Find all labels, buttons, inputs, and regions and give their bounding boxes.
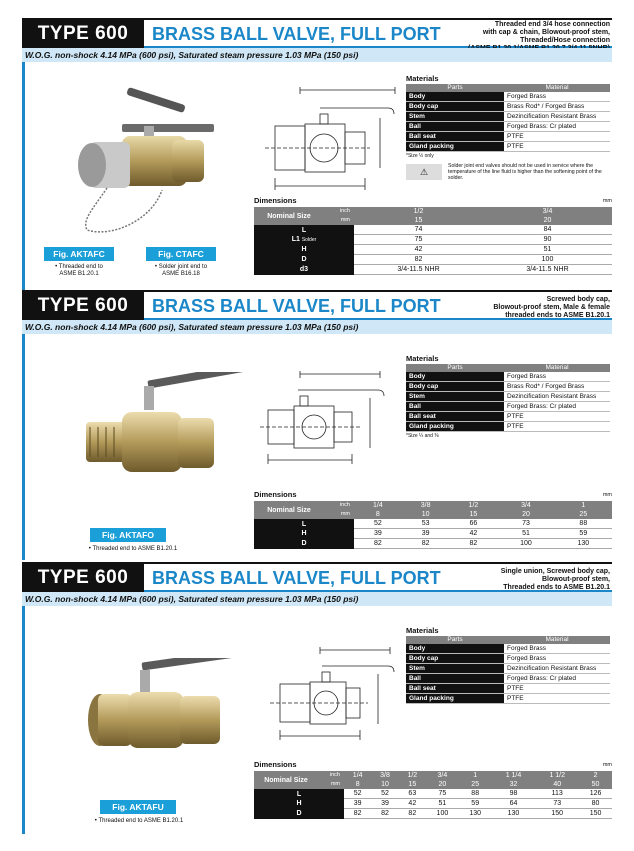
dimensions-table	[254, 760, 612, 819]
table-row	[254, 539, 612, 549]
table-cell: 1/2	[354, 207, 483, 216]
table-cell: Brass Rod* / Forged Brass	[504, 102, 610, 112]
table-cell: Body	[406, 92, 504, 102]
table-cell: 50	[579, 780, 612, 789]
table-cell: PTFE	[504, 412, 610, 422]
table-row	[406, 412, 610, 422]
section-aktafc	[22, 18, 612, 290]
table-row	[406, 644, 610, 654]
dimensions-table	[254, 196, 612, 275]
table-cell: Gland packing	[406, 142, 504, 152]
table-row	[254, 225, 612, 235]
table-cell: Threaded ends to ASME B1.20.1	[503, 584, 610, 591]
table-cell: PTFE	[504, 422, 610, 432]
table-cell: Forged Brass: Cr plated	[504, 122, 610, 132]
table-cell: H	[254, 529, 354, 539]
accent-bar	[22, 62, 25, 290]
table-cell: Ball	[406, 402, 504, 412]
table-cell: 52	[354, 519, 402, 529]
table-cell: 63	[399, 789, 426, 799]
pressure-rating: W.O.G. non-shock 4.14 MPa (600 psi), Saturated steam pressure 1.03 MPa (150 psi)	[22, 320, 612, 334]
table-cell: Dezincification Resistant Brass	[504, 112, 610, 122]
table-cell: mm	[324, 216, 354, 225]
table-cell: 3/8	[402, 501, 450, 510]
table-cell: 66	[450, 519, 498, 529]
table-row	[254, 519, 612, 529]
accent-bar	[22, 334, 25, 560]
table-cell: 113	[535, 789, 579, 799]
table-cell: Nominal Size	[254, 771, 318, 789]
table-cell: with cap & chain, Blowout-proof stem,	[482, 29, 610, 36]
table-cell: Ball seat	[406, 684, 504, 694]
product-title: BRASS BALL VALVE, FULL PORT	[152, 296, 441, 316]
table-row	[406, 382, 610, 392]
table-cell: Brass Rod* / Forged Brass	[504, 382, 610, 392]
fig-note-aktafc	[42, 264, 116, 278]
table-cell: Dezincification Resistant Brass	[504, 664, 610, 674]
table-cell: mm	[324, 510, 354, 519]
fig-label-aktafo: Fig. AKTAFO	[90, 528, 166, 542]
table-cell: inch	[318, 771, 344, 780]
dimensions-label: Dimensions	[254, 760, 297, 769]
table-cell: Forged Brass: Cr plated	[504, 402, 610, 412]
table-cell: 84	[483, 225, 612, 235]
table-cell: Ball	[406, 122, 504, 132]
fig-label-aktafu: Fig. AKTAFU	[100, 800, 176, 814]
table-cell: PTFE	[504, 132, 610, 142]
table-row	[406, 674, 610, 684]
section-aktafu	[22, 562, 612, 834]
table-cell: threaded ends to ASME B1.20.1	[505, 312, 610, 319]
table-cell: 15	[354, 216, 483, 225]
table-cell: d3	[254, 265, 354, 275]
product-description	[493, 296, 610, 320]
table-cell: Blowout-proof stem, Male & female	[493, 304, 610, 311]
mm-unit: mm	[602, 492, 612, 498]
table-cell: 73	[535, 799, 579, 809]
table-cell: Material	[504, 636, 610, 644]
table-row	[254, 799, 612, 809]
technical-drawing	[260, 368, 405, 468]
table-cell: Nominal Size	[254, 501, 324, 519]
table-cell: 100	[497, 539, 554, 549]
table-cell: 1/2	[399, 771, 426, 780]
table-cell: Material	[504, 364, 610, 372]
fig-note-ctafc	[144, 264, 218, 278]
table-cell: 42	[450, 529, 498, 539]
table-cell: Dezincification Resistant Brass	[504, 392, 610, 402]
section-header	[22, 18, 612, 48]
table-cell: 150	[535, 809, 579, 819]
mm-unit: mm	[602, 762, 612, 768]
pressure-rating: W.O.G. non-shock 4.14 MPa (600 psi), Saturated steam pressure 1.03 MPa (150 psi)	[22, 48, 612, 62]
table-cell: Body cap	[406, 654, 504, 664]
table-cell: 88	[555, 519, 612, 529]
valve-photo-aktafo	[72, 372, 252, 482]
table-cell: Body	[406, 372, 504, 382]
table-cell: 10	[371, 780, 398, 789]
table-cell: 39	[371, 799, 398, 809]
table-cell: 53	[402, 519, 450, 529]
table-cell: 1/4	[344, 771, 371, 780]
table-cell: Forged Brass	[504, 644, 610, 654]
table-cell: 75	[354, 235, 483, 245]
table-cell: 82	[399, 809, 426, 819]
table-cell: 2	[579, 771, 612, 780]
table-row	[406, 392, 610, 402]
table-cell: Ball seat	[406, 412, 504, 422]
mm-unit: mm	[602, 198, 612, 204]
table-cell: mm	[318, 780, 344, 789]
table-cell: 20	[426, 780, 459, 789]
materials-label: Materials	[406, 354, 439, 363]
table-cell: 39	[402, 529, 450, 539]
table-cell: 15	[450, 510, 498, 519]
table-row	[254, 809, 612, 819]
table-cell: Stem	[406, 112, 504, 122]
table-cell: Single union, Screwed body cap,	[500, 568, 610, 575]
table-cell: L	[254, 225, 354, 235]
table-cell: 75	[426, 789, 459, 799]
table-cell: 130	[459, 809, 492, 819]
size-note: *Size ½ only	[406, 153, 434, 159]
table-cell: 130	[492, 809, 536, 819]
table-cell: 3/4	[497, 501, 554, 510]
table-cell: 98	[492, 789, 536, 799]
table-cell: 88	[459, 789, 492, 799]
table-cell: Stem	[406, 664, 504, 674]
table-row	[406, 112, 610, 122]
table-cell: 82	[371, 809, 398, 819]
table-row	[406, 402, 610, 412]
table-cell: 82	[354, 539, 402, 549]
table-row	[254, 789, 612, 799]
valve-photo-aktafc	[52, 70, 232, 240]
table-cell: Threaded/Hose connection	[520, 37, 610, 44]
fig-note-aktafu: • Threaded end to ASME B1.20.1	[94, 818, 184, 824]
table-cell: 32	[492, 780, 536, 789]
table-cell: 1/2	[450, 501, 498, 510]
table-cell: 1	[555, 501, 612, 510]
fig-label-ctafc: Fig. CTAFC	[146, 247, 216, 261]
table-cell: D	[254, 539, 354, 549]
table-cell: 52	[371, 789, 398, 799]
table-cell: Solder	[301, 236, 317, 243]
materials-table	[406, 354, 612, 439]
table-cell: inch	[324, 207, 354, 216]
table-cell: Parts	[406, 364, 504, 372]
table-cell: • Solder joint end to	[154, 264, 208, 270]
table-cell: Threaded end 3/4 hose connection	[494, 21, 610, 28]
table-cell: 42	[399, 799, 426, 809]
dimensions-label: Dimensions	[254, 196, 297, 205]
table-cell: Body cap	[406, 382, 504, 392]
table-cell: 15	[399, 780, 426, 789]
warning-icon: ⚠	[406, 164, 442, 180]
fig-label-aktafc: Fig. AKTAFC	[44, 247, 114, 261]
table-row	[406, 664, 610, 674]
table-cell: L1	[291, 235, 300, 243]
type-label: TYPE 600	[22, 564, 144, 592]
warning-box	[406, 163, 612, 181]
table-cell: 59	[459, 799, 492, 809]
table-row	[254, 245, 612, 255]
table-cell: ASME B16.18	[162, 271, 200, 277]
table-cell: Ball seat	[406, 132, 504, 142]
table-cell: H	[254, 799, 344, 809]
table-cell: Forged Brass	[504, 654, 610, 664]
table-cell: • Threaded end to	[55, 264, 103, 270]
table-cell: 42	[354, 245, 483, 255]
table-row	[406, 122, 610, 132]
table-cell: 20	[497, 510, 554, 519]
table-cell: Parts	[406, 84, 504, 92]
table-cell: Stem	[406, 392, 504, 402]
pressure-rating: W.O.G. non-shock 4.14 MPa (600 psi), Saturated steam pressure 1.03 MPa (150 psi)	[22, 592, 612, 606]
table-cell: 3/4-11.5 NHR	[483, 265, 612, 275]
table-cell: Body	[406, 644, 504, 654]
table-cell: 51	[483, 245, 612, 255]
table-cell: 51	[497, 529, 554, 539]
table-cell: D	[254, 255, 354, 265]
table-row	[406, 102, 610, 112]
fig-note-aktafo: • Threaded end to ASME B1.20.1	[88, 546, 178, 552]
materials-label: Materials	[406, 626, 439, 635]
table-cell: 39	[354, 529, 402, 539]
materials-table	[406, 74, 612, 181]
table-cell: 51	[426, 799, 459, 809]
table-cell: 1 1/4	[492, 771, 536, 780]
table-cell: 20	[483, 216, 612, 225]
table-cell: L	[254, 519, 354, 529]
table-cell: 10	[402, 510, 450, 519]
table-cell: 100	[426, 809, 459, 819]
table-cell: 40	[535, 780, 579, 789]
table-cell: PTFE	[504, 684, 610, 694]
table-cell: 150	[579, 809, 612, 819]
table-cell: 25	[555, 510, 612, 519]
table-cell: 1 1/2	[535, 771, 579, 780]
warning-text: Solder joint end valves should not be used in service where the temperature of the line fluid is higher than the softening point of the solder.	[448, 163, 602, 181]
table-cell: 82	[354, 255, 483, 265]
table-cell: 8	[344, 780, 371, 789]
table-row	[406, 372, 610, 382]
table-row	[406, 422, 610, 432]
product-title: BRASS BALL VALVE, FULL PORT	[152, 568, 441, 588]
table-cell: 82	[450, 539, 498, 549]
section-aktafo	[22, 290, 612, 560]
product-title: BRASS BALL VALVE, FULL PORT	[152, 24, 441, 44]
table-row	[406, 694, 610, 704]
table-cell: 100	[483, 255, 612, 265]
table-cell: 130	[555, 539, 612, 549]
table-row	[254, 255, 612, 265]
table-cell: 39	[344, 799, 371, 809]
table-cell: D	[254, 809, 344, 819]
table-cell: 74	[354, 225, 483, 235]
table-cell: 90	[483, 235, 612, 245]
table-cell: Nominal Size	[254, 207, 324, 225]
materials-label: Materials	[406, 74, 439, 83]
table-cell: 126	[579, 789, 612, 799]
table-cell: L	[254, 789, 344, 799]
table-cell: Material	[504, 84, 610, 92]
table-row	[254, 235, 612, 245]
accent-bar	[22, 606, 25, 834]
section-header	[22, 562, 612, 592]
table-cell: Gland packing	[406, 422, 504, 432]
table-cell: inch	[324, 501, 354, 510]
table-row	[406, 142, 610, 152]
table-cell: ASME B1.20.1	[59, 271, 99, 277]
dimensions-table	[254, 490, 612, 549]
table-cell: Forged Brass	[504, 372, 610, 382]
materials-table	[406, 626, 612, 704]
table-cell: 73	[497, 519, 554, 529]
table-cell: PTFE	[504, 142, 610, 152]
type-label: TYPE 600	[22, 292, 144, 320]
table-cell: 82	[402, 539, 450, 549]
dimensions-label: Dimensions	[254, 490, 297, 499]
table-cell: 59	[555, 529, 612, 539]
technical-drawing	[260, 78, 405, 198]
table-cell: 64	[492, 799, 536, 809]
type-label: TYPE 600	[22, 20, 144, 48]
valve-photo-aktafu	[82, 658, 262, 768]
table-row	[406, 92, 610, 102]
table-cell: 1	[459, 771, 492, 780]
table-cell: Screwed body cap,	[546, 296, 610, 303]
table-cell: 3/4-11.5 NHR	[354, 265, 483, 275]
table-cell: PTFE	[504, 694, 610, 704]
table-cell: Forged Brass: Cr plated	[504, 674, 610, 684]
section-header	[22, 290, 612, 320]
table-cell: 82	[344, 809, 371, 819]
table-row	[254, 265, 612, 275]
table-cell: 52	[344, 789, 371, 799]
technical-drawing	[260, 644, 405, 744]
table-cell: Blowout-proof stem,	[541, 576, 610, 583]
table-cell: H	[254, 245, 354, 255]
table-cell: 1/4	[354, 501, 402, 510]
table-cell: 8	[354, 510, 402, 519]
table-cell: 3/4	[426, 771, 459, 780]
table-cell: Gland packing	[406, 694, 504, 704]
table-row	[406, 654, 610, 664]
table-cell: 80	[579, 799, 612, 809]
table-cell: Parts	[406, 636, 504, 644]
table-cell: Ball	[406, 674, 504, 684]
table-cell: 3/4	[483, 207, 612, 216]
table-cell: Body cap	[406, 102, 504, 112]
size-note: *Size ¼ and ⅜	[406, 433, 439, 439]
table-cell: Forged Brass	[504, 92, 610, 102]
table-cell: 25	[459, 780, 492, 789]
table-row	[406, 132, 610, 142]
product-description	[501, 568, 610, 592]
table-cell: 3/8	[371, 771, 398, 780]
table-row	[406, 684, 610, 694]
table-row	[254, 529, 612, 539]
